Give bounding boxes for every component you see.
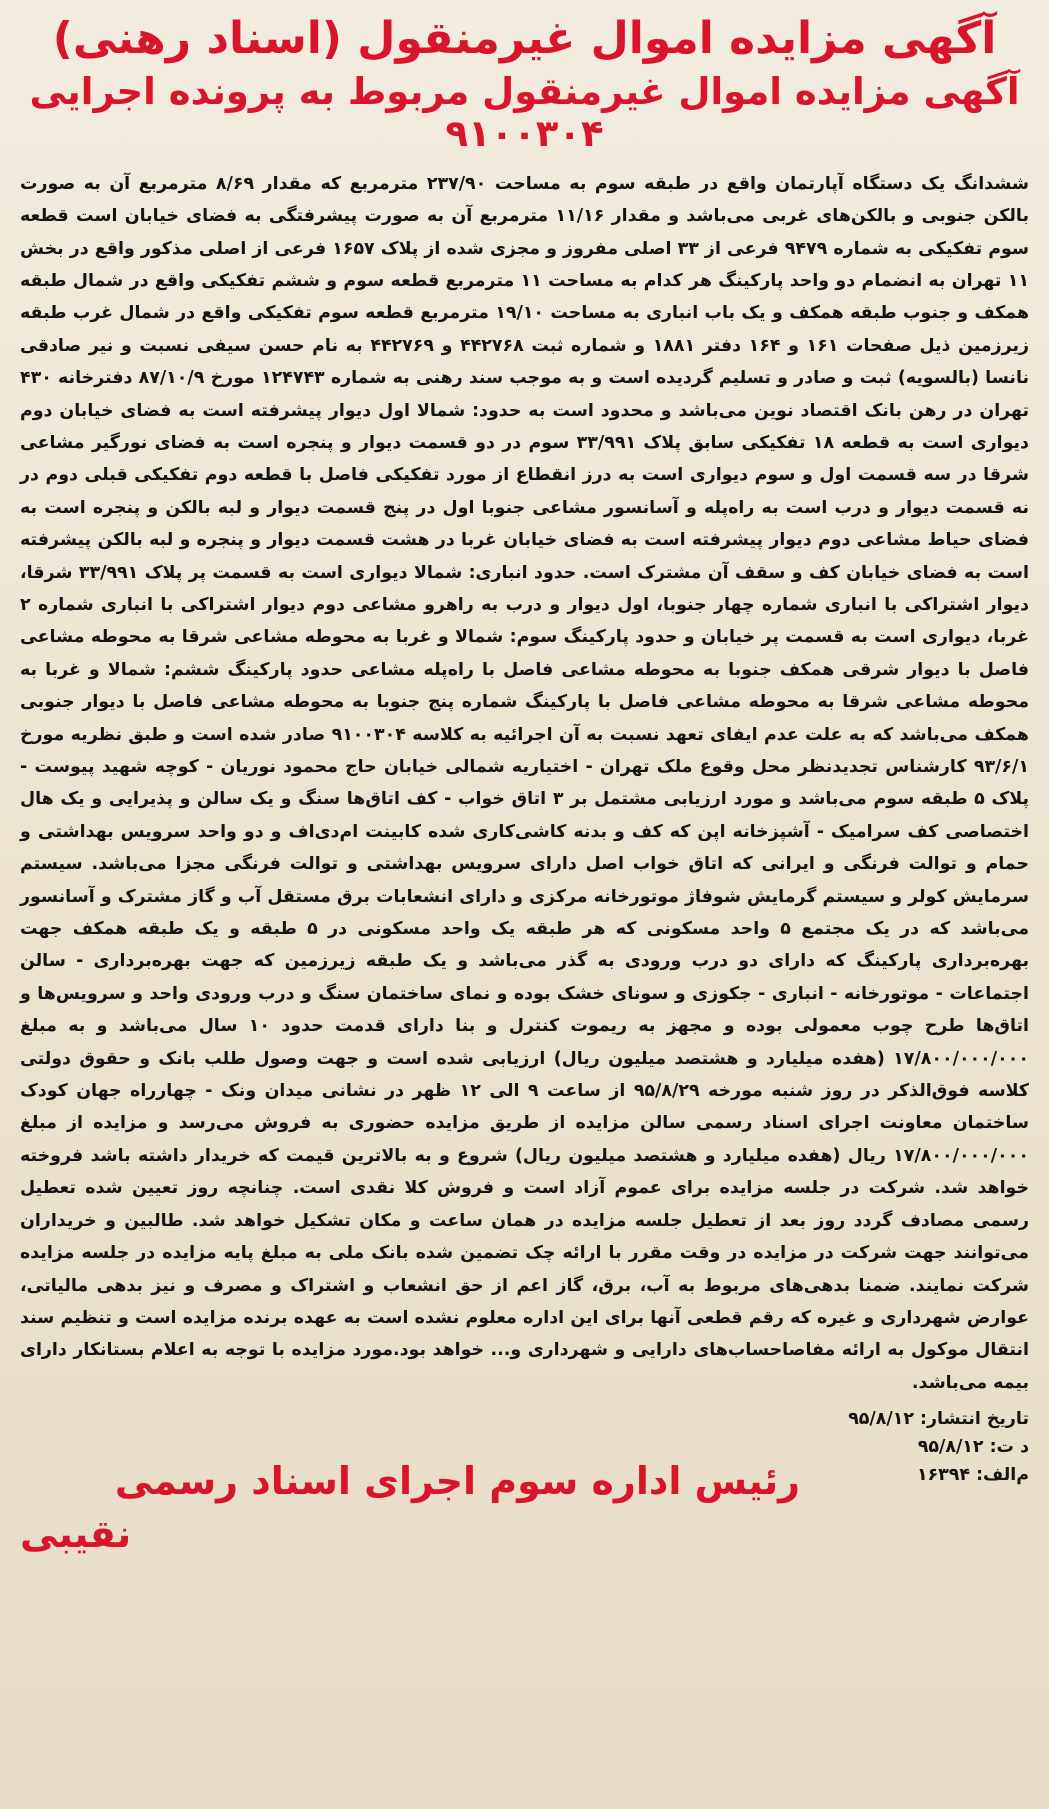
signature-title: رئیس اداره سوم اجرای اسناد رسمی (114, 1459, 800, 1504)
notice-meta (848, 1405, 1029, 1489)
notice-subtitle: آگهی مزایده اموال غیرمنقول مربوط به پرونده اجرایی ۹۱۰۰۳۰۴ (29, 69, 1020, 156)
notice-title: آگهی مزایده اموال غیرمنقول (اسناد رهنی) (52, 13, 997, 64)
signature-block (20, 1455, 800, 1561)
publish-date: تاریخ انتشار: ۹۵/۸/۱۲ (848, 1409, 1029, 1430)
signature-name: نقیبی (20, 1512, 132, 1557)
notice-footer (20, 1405, 1029, 1615)
doc-date: د ت: ۹۵/۸/۱۲ (917, 1437, 1029, 1458)
mallef-number: م‌الف: ۱۶۳۹۴ (916, 1465, 1029, 1486)
notice-body: ششدانگ یک دستگاه آپارتمان واقع در طبقه سوم به مساحت ۲۳۷/۹۰ مترمربع که مقدار ۸/۶۹ مترمربع آن به صورت بالکن جنوبی و بالکن‌های غربی می‌باشد و مقدار ۱۱/۱۶ مترمربع آن به صورت پیشرفتگی به فضای خیابان است قطعه سوم تفکیکی به شماره ۹۴۷۹ فرعی از ۳۳ اصلی مفروز و مجزی شده از پلاک ۱۶۵۷ فرعی از اصلی مذکور واقع در بخش ۱۱ تهران به انضمام دو واحد پارکینگ هر کدام به مساحت ۱۱ مترمربع قطعه سوم و ششم تفکیکی واقع در شمال طبقه همکف و جنوب طبقه همکف و یک باب انباری به مساحت ۱۹/۱۰ مترمربع قطعه سوم تفکیکی واقع در شمال غرب طبقه زیرزمین ذیل صفحات ۱۶۱ و ۱۶۴ دفتر ۱۸۸۱ و شماره ثبت ۴۴۲۷۶۸ و ۴۴۲۷۶۹ به نام حسن سیفی نسبت و نیر صادقی نانسا (بالسویه) ثبت و صادر و تسلیم گردیده است و به موجب سند رهنی به شماره ۱۲۴۷۴۳ مورخ ۸۷/۱۰/۹ دفترخانه ۴۳۰ تهران در رهن بانک اقتصاد نوین می‌باشد و محدود است به حدود: شمالا اول دیوار پیشرفته است به فضای خیابان دوم دیواری است به قطعه ۱۸ تفکیکی سابق پلاک ۳۳/۹۹۱ سوم در دو قسمت دیوار و پنجره است به فضای نورگیر مشاعی شرقا در سه قسمت اول و سوم دیواری است به درز انقطاع از مورد تفکیکی فاصل با قطعه دوم تفکیکی قبلی دوم در نه قسمت دیوار و درب است به راه‌پله و آسانسور مشاعی جنوبا اول در پنج قسمت دیوار و لبه بالکن و پنجره است به فضای حیاط مشاعی دوم دیوار پیشرفته است به فضای خیابان غربا در هشت قسمت دیوار و پنجره و لبه بالکن پیشرفته است به فضای خیابان کف و سقف آن مشترک است. حدود انباری: شمالا دیواری است به قسمت پر پلاک ۳۳/۹۹۱ شرقا، دیوار اشتراکی با انباری شماره چهار جنوبا، اول دیوار و درب به راهرو مشاعی دوم دیوار اشتراکی با انباری شماره ۲ غربا، دیواری است به قسمت پر خیابان و حدود پارکینگ سوم: شمالا و غربا به محوطه مشاعی شرقا به محوطه مشاعی فاصل با دیوار شرقی همکف جنوبا به محوطه مشاعی فاصل با راه‌پله مشاعی حدود پارکینگ ششم: شمالا و غربا به محوطه مشاعی شرقا به محوطه مشاعی فاصل با پارکینگ شماره پنج جنوبا به محوطه مشاعی فاصل با دیوار جنوبی همکف می‌باشد که به علت عدم ایفای تعهد نسبت به آن اجرائیه به کلاسه ۹۱۰۰۳۰۴ صادر شده است و طبق نظریه مورخ ۹۳/۶/۱ کارشناس تجدیدنظر محل وقوع ملک تهران - اختیاریه شمالی خیابان حاج محمود نوریان - کوچه شهید پیوست - پلاک ۵ طبقه سوم می‌باشد و مورد ارزیابی مشتمل بر ۳ اتاق خواب - کف اتاق‌ها سنگ و یک سالن و پذیرایی و یک هال اختصاصی کف سرامیک - آشپزخانه اپن که کف و بدنه کاشی‌کاری شده کابینت ام‌دی‌اف و دو واحد سرویس بهداشتی و حمام و توالت فرنگی و ایرانی که اتاق خواب اصل دارای سرویس بهداشتی و توالت فرنگی مجزا می‌باشد. سیستم سرمایش کولر و سیستم گرمایش شوفاژ موتورخانه مرکزی و دارای انشعابات برق مستقل آب و گاز مشترک و آسانسور می‌باشد که در یک مجتمع ۵ واحد مسکونی که هر طبقه یک واحد مسکونی در ۵ طبقه و یک طبقه همکف جهت بهره‌برداری پارکینگ که دارای دو درب ورودی به گذر می‌باشد و یک طبقه زیرزمین که جهت بهره‌برداری - سالن اجتماعات - موتورخانه - انباری - جکوزی و سونای خشک بوده و نمای ساختمان سنگ و درب ورودی واحد و سرویس‌ها و اتاق‌ها طرح چوب معمولی بوده و مجهز به ریموت کنترل و بنا دارای قدمت حدود ۱۰ سال می‌باشد و به مبلغ ۱۷/۸۰۰/۰۰۰/۰۰۰ (هفده میلیارد و هشتصد میلیون ریال) ارزیابی شده است و جهت وصول طلب بانک و حقوق دولتی کلاسه فوق‌الذکر در روز شنبه مورخه ۹۵/۸/۲۹ از ساعت ۹ الی ۱۲ ظهر در نشانی میدان ونک - چهارراه جهان کودک ساختمان معاونت اجرای اسناد رسمی سالن مزایده از طریق مزایده حضوری به فروش می‌رسد و مزایده از مبلغ ۱۷/۸۰۰/۰۰۰/۰۰۰ ریال (هفده میلیارد و هشتصد میلیون ریال) شروع و به بالاترین قیمت که خریدار داشته باشد فروخته خواهد شد. شرکت در جلسه مزایده برای عموم آزاد است و فروش کلا نقدی است. چنانچه روز تعیین شده تعطیل رسمی مصادف گردد روز بعد از تعطیل جلسه مزایده در همان ساعت و مکان تشکیل خواهد شد. طالبین و خریداران می‌توانند جهت شرکت در مزایده در وقت مقرر با ارائه چک تضمین شده بانک ملی به مبلغ پایه مزایده در جلسه مزایده شرکت نمایند. ضمنا بدهی‌های مربوط به آب، برق، گاز اعم از حق انشعاب و اشتراک و مصرف و نیز بدهی مالیاتی، عوارض شهرداری و غیره که رقم قطعی آنها برای این اداره معلوم نشده است به عهده برنده مزایده است و تنظیم سند انتقال موکول به ارائه مفاصاحساب‌های دارایی و شهرداری و... خواهد بود.مورد مزایده با توجه به اعلام بستانکار دارای بیمه می‌باشد. (20, 173, 1030, 1393)
